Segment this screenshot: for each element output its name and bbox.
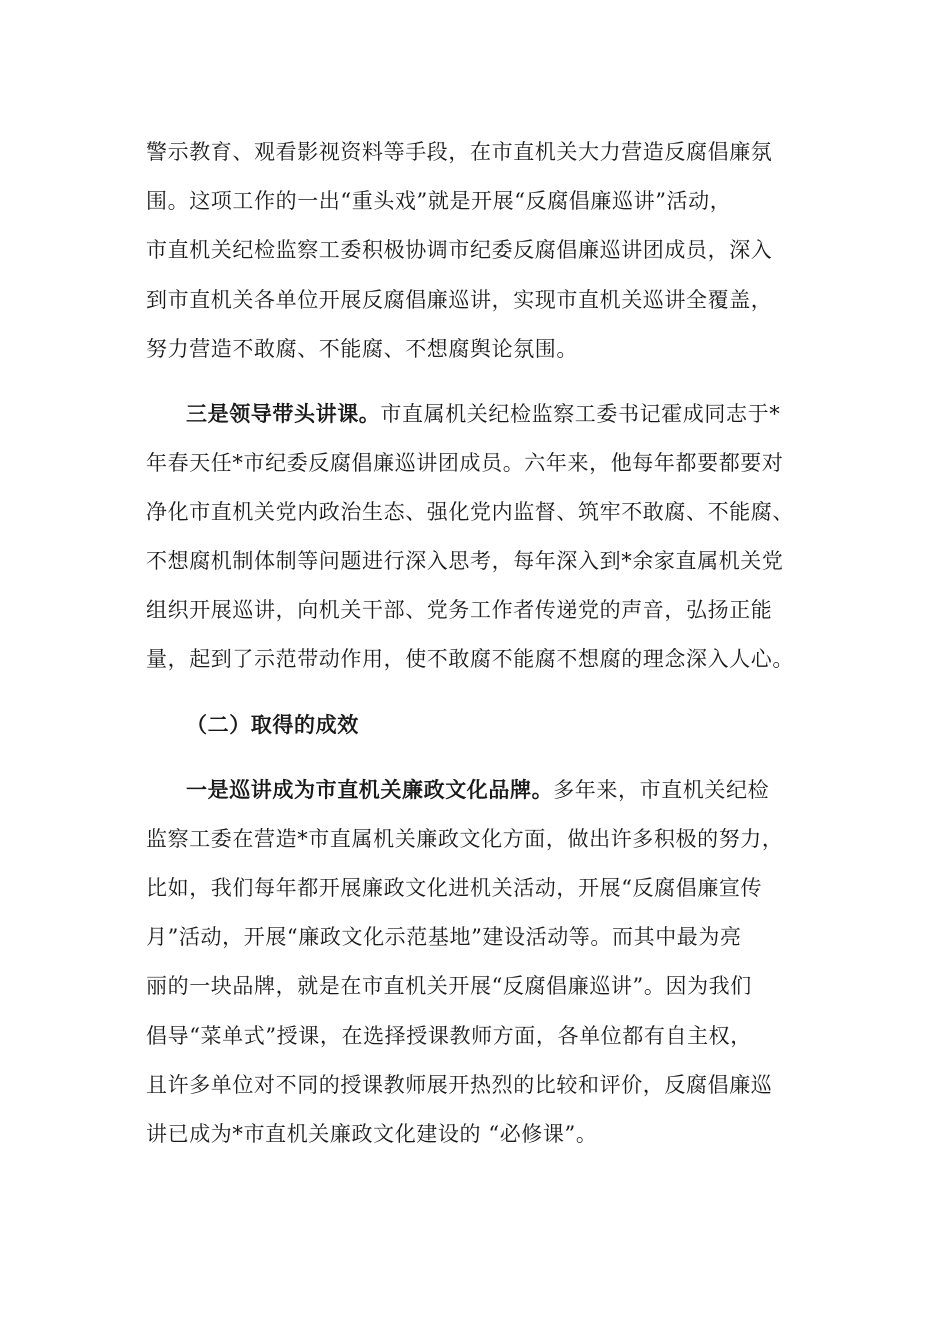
paragraph-3-line-8: 讲已成为*市直机关廉政文化建设的 “必修课”。 [146, 1122, 598, 1146]
paragraph-2-line-4: 不想腐机制体制等问题进行深入思考，每年深入到*余家直属机关党 [146, 549, 784, 573]
paragraph-3-line-5: 丽的一块品牌，就是在市直机关开展“反腐倡廉巡讲”。因为我们 [146, 974, 752, 998]
paragraph-1-line-2: 围。这项工作的一出“重头戏”就是开展“反腐倡廉巡讲”活动， [146, 189, 732, 213]
paragraph-3-lead: 一是巡讲成为市直机关廉政文化品牌。 [186, 777, 554, 802]
section-heading: （二）取得的成效 [186, 712, 359, 737]
paragraph-2-lead: 三是领导带头讲课。 [186, 401, 381, 426]
paragraph-3-first-rest: 多年来，市直机关纪检 [553, 778, 770, 802]
paragraph-1-line-3: 市直机关纪检监察工委积极协调市纪委反腐倡廉巡讲团成员，深入 [146, 238, 773, 262]
paragraph-2-line-2: 年春天任*市纪委反腐倡廉巡讲团成员。六年来，他每年都要都要对 [146, 451, 784, 475]
paragraph-1-line-1: 警示教育、观看影视资料等手段，在市直机关大力营造反腐倡廉氛 [146, 140, 773, 164]
paragraph-3-line-1 [186, 775, 769, 805]
paragraph-3-line-4: 月”活动，开展“廉政文化示范基地”建设活动等。而其中最为亮 [146, 925, 742, 949]
paragraph-2-line-1 [186, 399, 780, 429]
paragraph-3-line-2: 监察工委在营造*市直属机关廉政文化方面，做出许多积极的努力， [146, 827, 784, 851]
paragraph-2-line-6: 量，起到了示范带动作用，使不敢腐不能腐不想腐的理念深入人心。 [146, 647, 794, 671]
paragraph-1-line-5: 努力营造不敢腐、不能腐、不想腐舆论氛围。 [146, 337, 578, 361]
paragraph-2-line-3: 净化市直机关党内政治生态、强化党内监督、筑牢不敢腐、不能腐、 [146, 500, 794, 524]
paragraph-2-line-5: 组织开展巡讲，向机关干部、党务工作者传递党的声音，弘扬正能 [146, 598, 773, 622]
paragraph-3-line-7: 且许多单位对不同的授课教师展开热烈的比较和评价，反腐倡廉巡 [146, 1073, 773, 1097]
paragraph-3-line-3: 比如，我们每年都开展廉政文化进机关活动，开展“反腐倡廉宣传 [146, 876, 763, 900]
paragraph-3-line-6: 倡导“菜单式”授课，在选择授课教师方面，各单位都有自主权， [146, 1024, 752, 1048]
paragraph-2-first-rest: 市直属机关纪检监察工委书记霍成同志于* [380, 402, 781, 426]
paragraph-1-line-4: 到市直机关各单位开展反腐倡廉巡讲，实现市直机关巡讲全覆盖， [146, 288, 773, 312]
